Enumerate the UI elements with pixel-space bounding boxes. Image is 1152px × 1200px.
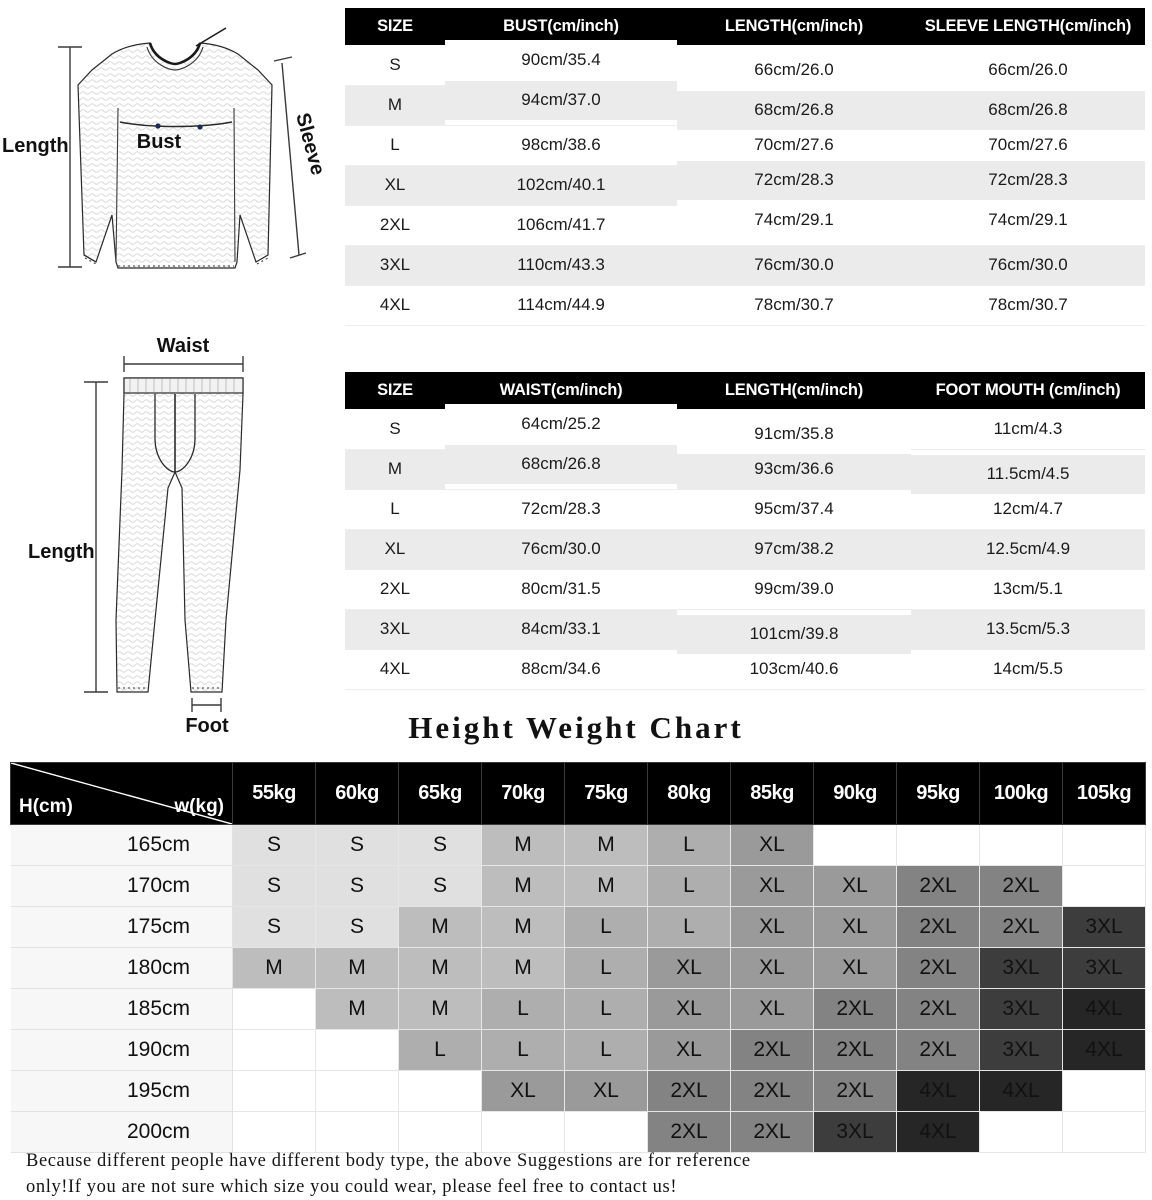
hw-size-cell: L: [648, 866, 731, 907]
hw-size-cell: 3XL: [1063, 948, 1146, 989]
hw-size-cell: 2XL: [731, 1071, 814, 1112]
hw-size-cell: XL: [648, 1030, 731, 1071]
cell-bust: 102cm/40.1: [445, 165, 677, 205]
hw-size-cell: M: [482, 866, 565, 907]
cell-length: 91cm/35.8: [677, 414, 911, 454]
hw-size-cell: 2XL: [814, 1071, 897, 1112]
hw-weight-header: 95kg: [897, 763, 980, 825]
hw-size-cell: 3XL: [980, 989, 1063, 1030]
cell-length: 101cm/39.8: [677, 614, 911, 654]
hw-size-cell: M: [399, 989, 482, 1030]
hw-size-cell: XL: [731, 989, 814, 1030]
hw-size-cell: [814, 825, 897, 866]
hw-row: [11, 1112, 1146, 1153]
col-header-length: LENGTH(cm/inch): [677, 372, 911, 409]
hw-height-label: 195cm: [11, 1071, 233, 1112]
length-dimension: [58, 47, 82, 267]
hw-size-cell: 3XL: [814, 1112, 897, 1153]
top-size-table: [345, 8, 1145, 326]
hw-weight-header: 105kg: [1063, 763, 1146, 825]
hw-size-cell: XL: [482, 1071, 565, 1112]
hw-size-cell: M: [482, 907, 565, 948]
cell-size: 3XL: [345, 245, 445, 285]
col-header-waist: WAIST(cm/inch): [445, 372, 677, 409]
cell-size: 2XL: [345, 569, 445, 609]
cell-sleeve: 70cm/27.6: [911, 125, 1145, 165]
hw-size-cell: L: [565, 989, 648, 1030]
hw-size-cell: [1063, 1071, 1146, 1112]
hw-size-cell: [399, 1071, 482, 1112]
shirt-length-label: Length: [2, 135, 69, 157]
sleeve-dimension: [274, 57, 306, 258]
col-header-bust: BUST(cm/inch): [445, 8, 677, 45]
hw-header-row: [11, 763, 1146, 825]
cell-waist: 76cm/30.0: [445, 529, 677, 569]
cell-sleeve: 66cm/26.0: [911, 50, 1145, 90]
hw-size-cell: L: [399, 1030, 482, 1071]
pants-foot-label: Foot: [185, 715, 229, 737]
hw-height-label: 175cm: [11, 907, 233, 948]
hw-row: [11, 948, 1146, 989]
hw-size-cell: [399, 1112, 482, 1153]
table-row: [345, 45, 1145, 85]
hw-size-cell: 2XL: [897, 907, 980, 948]
pants-diagram: [0, 320, 340, 740]
hw-size-cell: [1063, 825, 1146, 866]
hw-size-cell: [233, 1071, 316, 1112]
cell-size: M: [345, 449, 445, 489]
cell-length: 78cm/30.7: [677, 285, 911, 325]
cell-sleeve: 78cm/30.7: [911, 285, 1145, 325]
table-row: [345, 205, 1145, 245]
hw-weight-header: 55kg: [233, 763, 316, 825]
shirt-bust-label: Bust: [136, 131, 182, 153]
table-row: [345, 649, 1145, 689]
table-row: [345, 529, 1145, 569]
hw-size-cell: XL: [814, 907, 897, 948]
height-weight-table: [10, 762, 1146, 1153]
table-row: [345, 125, 1145, 165]
hw-size-cell: S: [399, 866, 482, 907]
height-weight-chart-title: Height Weight Chart: [408, 710, 744, 745]
cell-waist: 72cm/28.3: [445, 489, 677, 529]
cell-length: 68cm/26.8: [677, 90, 911, 130]
hw-size-cell: XL: [731, 907, 814, 948]
table-row: [345, 409, 1145, 449]
hw-size-cell: M: [233, 948, 316, 989]
hw-size-cell: 3XL: [1063, 907, 1146, 948]
hw-row: [11, 989, 1146, 1030]
hw-height-label: 170cm: [11, 866, 233, 907]
hw-weight-header: 80kg: [648, 763, 731, 825]
col-header-size: SIZE: [345, 8, 445, 45]
disclaimer-note: [0, 1148, 1152, 1200]
pants-length-dimension: [84, 382, 108, 692]
hw-size-cell: S: [316, 825, 399, 866]
hw-size-cell: M: [482, 948, 565, 989]
cell-size: 4XL: [345, 285, 445, 325]
cell-waist: 64cm/25.2: [445, 404, 677, 444]
hw-row: [11, 1071, 1146, 1112]
hw-size-cell: M: [316, 989, 399, 1030]
hw-size-cell: [980, 1112, 1063, 1153]
hw-size-cell: M: [565, 866, 648, 907]
hw-size-cell: L: [648, 907, 731, 948]
col-header-length: LENGTH(cm/inch): [677, 8, 911, 45]
cell-foot-mouth: 12cm/4.7: [911, 489, 1145, 529]
hw-size-cell: [897, 825, 980, 866]
hw-size-cell: [1063, 1112, 1146, 1153]
hw-size-cell: 4XL: [1063, 989, 1146, 1030]
shirt-sleeve-label: Sleeve: [291, 110, 329, 178]
hw-body: [11, 825, 1146, 1153]
table-row: [345, 449, 1145, 489]
pants-length-label: Length: [28, 541, 95, 563]
cell-bust: 94cm/37.0: [445, 80, 677, 120]
hw-size-cell: 2XL: [897, 989, 980, 1030]
cell-length: 70cm/27.6: [677, 125, 911, 165]
cell-sleeve: 76cm/30.0: [911, 245, 1145, 285]
hw-size-cell: M: [399, 907, 482, 948]
hw-size-cell: S: [233, 825, 316, 866]
hw-size-cell: S: [316, 866, 399, 907]
hw-size-cell: 3XL: [980, 948, 1063, 989]
hw-size-cell: [482, 1112, 565, 1153]
hw-corner-cell: [11, 763, 233, 825]
disclaimer-line-1: Because different people have different body type, the above Suggestions are for reference: [26, 1151, 751, 1171]
cell-length: 72cm/28.3: [677, 160, 911, 200]
table-row: [345, 489, 1145, 529]
hw-size-cell: [316, 1030, 399, 1071]
hw-size-cell: 2XL: [731, 1030, 814, 1071]
cell-size: XL: [345, 165, 445, 205]
hw-height-label: 200cm: [11, 1112, 233, 1153]
cell-bust: 114cm/44.9: [445, 285, 677, 325]
hw-weight-axis-label: w(kg): [174, 796, 224, 817]
hw-size-cell: L: [482, 1030, 565, 1071]
table-row: [345, 85, 1145, 125]
waist-dimension: [124, 356, 243, 372]
cell-bust: 90cm/35.4: [445, 40, 677, 80]
col-header-foot-mouth: FOOT MOUTH (cm/inch): [911, 372, 1145, 409]
hw-size-cell: S: [233, 907, 316, 948]
bottom-size-table: [345, 372, 1145, 690]
cell-waist: 88cm/34.6: [445, 649, 677, 689]
cell-bust: 98cm/38.6: [445, 125, 677, 165]
hw-size-cell: 2XL: [814, 1030, 897, 1071]
cell-waist: 68cm/26.8: [445, 444, 677, 484]
hw-weight-header: 65kg: [399, 763, 482, 825]
hw-size-cell: [980, 825, 1063, 866]
hw-size-cell: M: [316, 948, 399, 989]
hw-size-cell: XL: [565, 1071, 648, 1112]
hw-weight-header: 60kg: [316, 763, 399, 825]
hw-height-label: 165cm: [11, 825, 233, 866]
cell-length: 97cm/38.2: [677, 529, 911, 569]
hw-size-cell: L: [565, 948, 648, 989]
hw-size-cell: 2XL: [648, 1071, 731, 1112]
cell-waist: 84cm/33.1: [445, 609, 677, 649]
col-header-sleeve: SLEEVE LENGTH(cm/inch): [911, 8, 1145, 45]
hw-size-cell: 4XL: [1063, 1030, 1146, 1071]
hw-height-label: 180cm: [11, 948, 233, 989]
cell-bust: 110cm/43.3: [445, 245, 677, 285]
cell-size: XL: [345, 529, 445, 569]
hw-size-cell: L: [482, 989, 565, 1030]
cell-sleeve: 72cm/28.3: [911, 160, 1145, 200]
cell-length: 103cm/40.6: [677, 649, 911, 689]
hw-size-cell: 2XL: [897, 1030, 980, 1071]
hw-size-cell: [233, 1030, 316, 1071]
hw-size-cell: XL: [648, 989, 731, 1030]
hw-size-cell: [565, 1112, 648, 1153]
hw-size-cell: M: [565, 825, 648, 866]
table-row: [345, 245, 1145, 285]
cell-foot-mouth: 11cm/4.3: [911, 409, 1145, 449]
hw-weight-header: 90kg: [814, 763, 897, 825]
cell-waist: 80cm/31.5: [445, 569, 677, 609]
cell-sleeve: 68cm/26.8: [911, 90, 1145, 130]
cell-foot-mouth: 11.5cm/4.5: [911, 454, 1145, 494]
hw-size-cell: [316, 1071, 399, 1112]
hw-size-cell: XL: [814, 948, 897, 989]
hw-size-cell: XL: [648, 948, 731, 989]
hw-size-cell: 2XL: [814, 989, 897, 1030]
disclaimer-line-2: only!If you are not sure which size you could wear, please feel free to contact us!: [26, 1177, 678, 1197]
hw-weight-header: 75kg: [565, 763, 648, 825]
hw-row: [11, 825, 1146, 866]
table-row: [345, 285, 1145, 325]
hw-size-cell: S: [399, 825, 482, 866]
hw-size-cell: S: [316, 907, 399, 948]
hw-weight-header: 85kg: [731, 763, 814, 825]
hw-size-cell: S: [233, 866, 316, 907]
cell-size: 3XL: [345, 609, 445, 649]
cell-bust: 106cm/41.7: [445, 205, 677, 245]
hw-weight-header: 100kg: [980, 763, 1063, 825]
hw-size-cell: 2XL: [897, 948, 980, 989]
cell-length: 95cm/37.4: [677, 489, 911, 529]
cell-foot-mouth: 13cm/5.1: [911, 569, 1145, 609]
hw-height-label: 185cm: [11, 989, 233, 1030]
hw-size-cell: 2XL: [980, 866, 1063, 907]
cell-foot-mouth: 12.5cm/4.9: [911, 529, 1145, 569]
hw-size-cell: M: [482, 825, 565, 866]
cell-length: 66cm/26.0: [677, 50, 911, 90]
col-header-size: SIZE: [345, 372, 445, 409]
hw-size-cell: 2XL: [980, 907, 1063, 948]
hw-size-cell: L: [565, 1030, 648, 1071]
hw-size-cell: [233, 989, 316, 1030]
hw-size-cell: XL: [731, 866, 814, 907]
shirt-diagram: [0, 0, 340, 320]
hw-size-cell: [1063, 866, 1146, 907]
cell-size: 2XL: [345, 205, 445, 245]
hw-size-cell: M: [399, 948, 482, 989]
hw-height-axis-label: H(cm): [19, 796, 73, 817]
hw-size-cell: [316, 1112, 399, 1153]
hw-size-cell: 2XL: [648, 1112, 731, 1153]
cell-size: L: [345, 489, 445, 529]
cell-length: 76cm/30.0: [677, 245, 911, 285]
hw-row: [11, 907, 1146, 948]
hw-size-cell: XL: [731, 948, 814, 989]
cell-length: 93cm/36.6: [677, 449, 911, 489]
cell-sleeve: 74cm/29.1: [911, 200, 1145, 240]
cell-length: 99cm/39.0: [677, 569, 911, 609]
hw-size-cell: 3XL: [980, 1030, 1063, 1071]
cell-foot-mouth: 13.5cm/5.3: [911, 609, 1145, 649]
pants-waist-label: Waist: [156, 335, 210, 357]
cell-size: 4XL: [345, 649, 445, 689]
hw-size-cell: [233, 1112, 316, 1153]
cell-size: L: [345, 125, 445, 165]
hw-size-cell: 2XL: [731, 1112, 814, 1153]
hw-size-cell: XL: [814, 866, 897, 907]
cell-size: M: [345, 85, 445, 125]
hw-size-cell: XL: [731, 825, 814, 866]
hw-row: [11, 866, 1146, 907]
hw-size-cell: L: [648, 825, 731, 866]
cell-size: S: [345, 45, 445, 85]
hw-height-label: 190cm: [11, 1030, 233, 1071]
hw-size-cell: 4XL: [980, 1071, 1063, 1112]
hw-size-cell: 2XL: [897, 866, 980, 907]
hw-weight-header: 70kg: [482, 763, 565, 825]
cell-length: 74cm/29.1: [677, 200, 911, 240]
cell-size: S: [345, 409, 445, 449]
hw-size-cell: 4XL: [897, 1112, 980, 1153]
hw-row: [11, 1030, 1146, 1071]
table-row: [345, 569, 1145, 609]
hw-size-cell: L: [565, 907, 648, 948]
cell-foot-mouth: 14cm/5.5: [911, 649, 1145, 689]
table-row: [345, 165, 1145, 205]
hw-size-cell: 4XL: [897, 1071, 980, 1112]
table-row: [345, 609, 1145, 649]
